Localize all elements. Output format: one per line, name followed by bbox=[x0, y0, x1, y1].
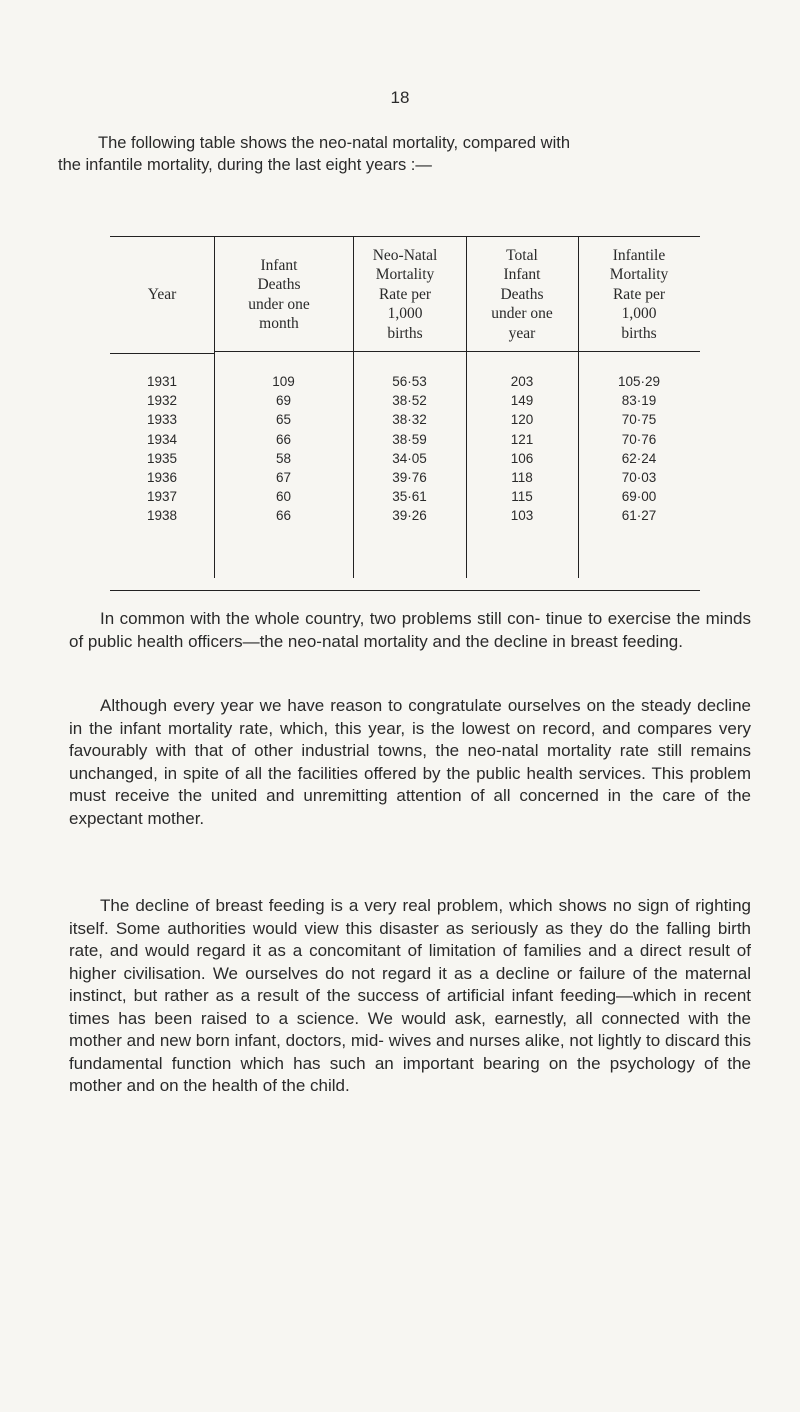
table-cell: 1934 bbox=[146, 431, 178, 447]
header-infantile-rate: Infantile Mortality Rate per 1,000 births bbox=[609, 246, 669, 342]
table-cell: 39·26 bbox=[392, 508, 427, 524]
table-cell: 149 bbox=[510, 393, 534, 409]
header-infant-deaths-month: Infant Deaths under one month bbox=[248, 256, 310, 332]
table-cell: 203 bbox=[510, 374, 534, 389]
table-cell: 1935 bbox=[146, 450, 178, 466]
table-cell: 61·27 bbox=[621, 508, 657, 524]
paragraph-infant-mortality bbox=[69, 695, 751, 830]
column-infant-deaths-month bbox=[214, 372, 353, 526]
table-cell: 115 bbox=[511, 489, 533, 505]
header-neonatal-rate: Neo-Natal Mortality Rate per 1,000 births bbox=[372, 246, 438, 342]
column-year bbox=[110, 372, 214, 526]
table-cell: 105·29 bbox=[617, 374, 661, 389]
table-cell: 1933 bbox=[146, 412, 178, 428]
table-cell: 66 bbox=[275, 431, 292, 447]
table-cell: 66 bbox=[275, 508, 292, 524]
header-rule bbox=[214, 351, 700, 352]
table-cell: 38·32 bbox=[392, 412, 427, 428]
table-cell: 1938 bbox=[146, 508, 178, 524]
page-number: 18 bbox=[390, 88, 410, 107]
table-cell: 1937 bbox=[146, 489, 178, 505]
table-cell: 118 bbox=[511, 469, 533, 485]
paragraph-breast-feeding bbox=[69, 895, 751, 1098]
table-cell: 69 bbox=[275, 393, 292, 409]
table-cell: 106 bbox=[510, 450, 534, 466]
table-cell: 60 bbox=[275, 489, 292, 505]
header-rule bbox=[110, 353, 214, 354]
header-total-infant-deaths: Total Infant Deaths under one year bbox=[491, 246, 553, 342]
table-cell: 121 bbox=[510, 431, 534, 447]
table-cell: 109 bbox=[272, 374, 295, 389]
table-cell: 58 bbox=[275, 450, 292, 466]
table-cell: 70·75 bbox=[621, 412, 657, 428]
paragraph-text: The decline of breast feeding is a very real problem, which shows no sign of righting itself. Some authorities would view this disaster as seriously as they do the falling birth rate, and would regard it as a concomitant of limitation of families and a direct result of higher civilisation. We ourselves do not regard it as a decline or failure of the maternal instinct, but rather as a result of the success of artificial infant feeding—which in recent times has been raised to a science. We would ask, earnestly, all connected with the mother and new born infant, doctors, mid- wives and nurses alike, not lightly to discard this fundamental function which has such an important bearing on the psychology of the mother and on the health of the child. bbox=[69, 896, 751, 1095]
intro-paragraph bbox=[58, 132, 778, 176]
table-cell: 70·76 bbox=[621, 431, 657, 447]
table-cell: 69·00 bbox=[621, 489, 657, 505]
header-year: Year bbox=[147, 285, 177, 303]
mortality-table bbox=[110, 236, 700, 592]
table-cell: 120 bbox=[510, 412, 534, 428]
table-cell: 34·05 bbox=[392, 450, 427, 466]
column-total-infant-deaths bbox=[466, 372, 578, 526]
table-bottom-rule bbox=[110, 590, 700, 591]
column-neonatal-rate bbox=[353, 372, 466, 526]
table-cell: 1932 bbox=[146, 393, 178, 409]
table-cell: 65 bbox=[275, 412, 292, 428]
table-cell: 67 bbox=[275, 469, 292, 485]
intro-line-2: the infantile mortality, during the last eight years :— bbox=[58, 156, 432, 174]
table-cell: 39·76 bbox=[392, 469, 427, 485]
table-cell: 83·19 bbox=[621, 393, 657, 409]
table-cell: 1936 bbox=[146, 469, 178, 485]
table-cell: 62·24 bbox=[621, 450, 657, 466]
table-cell: 35·61 bbox=[392, 489, 427, 505]
table-cell: 70·03 bbox=[621, 469, 657, 485]
table-cell: 56·53 bbox=[392, 374, 427, 389]
paragraph-text: Although every year we have reason to congratulate ourselves on the steady decline in the infant mortality rate, which, this year, is the lowest on record, and compares very favourably with that of other industrial towns, the neo-natal mortality rate still remains unchanged, in spite of all the facilities offered by the public health services. This problem must receive the united and unremitting attention of all concerned in the care of the expectant mother. bbox=[69, 696, 751, 828]
paragraph-text: In common with the whole country, two problems still con- tinue to exercise the minds of public health officers—the neo-natal mortality and the decline in breast feeding. bbox=[69, 609, 751, 651]
column-infantile-rate bbox=[578, 372, 700, 526]
intro-line-1: The following table shows the neo-natal mortality, compared with bbox=[98, 134, 571, 152]
table-cell: 38·59 bbox=[392, 431, 427, 447]
table-cell: 103 bbox=[510, 508, 534, 524]
table-cell: 1931 bbox=[146, 374, 178, 389]
paragraph-problems bbox=[69, 608, 751, 653]
table-cell: 38·52 bbox=[392, 393, 427, 409]
